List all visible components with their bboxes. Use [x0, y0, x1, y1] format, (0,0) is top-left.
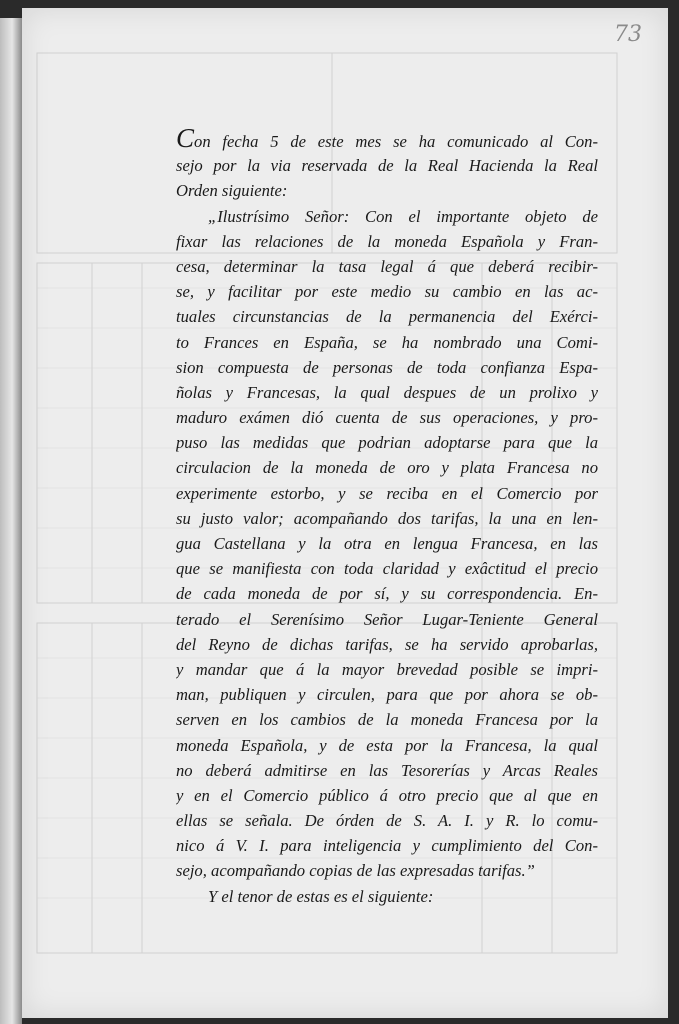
text-line: to Frances en España, se ha nombrado una Comi-: [176, 332, 598, 352]
text-line: Y el tenor de estas es el siguiente:: [208, 886, 434, 906]
text-line: maduro exámen dió cuenta de sus operaciones, y pro-: [176, 408, 598, 428]
text-line: man, publiquen y circulen, para que por ahora se ob-: [176, 685, 598, 705]
text-line: ñolas y Francesas, la qual despues de un prolixo y: [176, 382, 598, 402]
facing-page-edge: [0, 18, 22, 1024]
text-line: tuales circunstancias de la permanencia del Exérci-: [176, 307, 598, 327]
text-line: terado el Serenísimo Señor Lugar-Teniente General: [176, 609, 598, 629]
text-line: su justo valor; acompañando dos tarifas, la una en len-: [176, 508, 598, 528]
text-line: se, y facilitar por este medio su cambio en las ac-: [176, 282, 598, 302]
text-line: circulacion de la moneda de oro y plata Francesa no: [176, 458, 598, 478]
text-line: sejo, acompañando copias de las expresadas tarifas.”: [176, 861, 535, 881]
text-line: fixar las relaciones de la moneda Española y Fran-: [176, 231, 598, 251]
text-line: gua Castellana y la otra en lengua Francesa, en las: [176, 534, 598, 553]
text-line: experimente estorbo, y se reciba en el Comercio por: [176, 483, 598, 503]
text-line: cesa, determinar la tasa legal á que deberá recibir-: [176, 256, 598, 276]
text-line: y en el Comercio público á otro precio que al que en: [176, 785, 598, 805]
text-line: que se manifiesta con toda claridad y exâctitud el precio: [176, 559, 598, 579]
text-line: sion compuesta de personas de toda confianza Espa-: [176, 357, 598, 377]
royal-order-text: [176, 128, 598, 909]
text-line: puso las medidas que podrian adoptarse para que la: [176, 433, 598, 453]
text-line: Orden siguiente:: [176, 181, 288, 201]
text-line: „Ilustrísimo Señor: Con el importante objeto de: [208, 206, 598, 226]
text-line: y mandar que á la mayor brevedad posible se impri-: [176, 659, 598, 679]
text-line: moneda Española, y de esta por la Francesa, la qual: [176, 735, 598, 755]
text-line: sejo por la via reservada de la Real Hacienda la Real: [176, 156, 598, 176]
text-line: ellas se señala. De órden de S. A. I. y R. lo comu-: [176, 811, 598, 831]
drop-cap: C: [176, 128, 195, 153]
text-line: del Reyno de dichas tarifas, se ha servido aprobarlas,: [176, 634, 598, 654]
text-line: no deberá admitirse en las Tesorerías y Arcas Reales: [176, 760, 598, 780]
text-line: de cada moneda de por sí, y su correspondencia. En-: [176, 584, 598, 604]
text-line: Con fecha 5 de este mes se ha comunicado al Con-: [176, 128, 598, 153]
text-line: serven en los cambios de la moneda Francesa por la: [176, 710, 598, 730]
page-number: 73: [614, 22, 642, 47]
text-line: nico á V. I. para inteligencia y cumplimiento del Con-: [176, 836, 598, 856]
